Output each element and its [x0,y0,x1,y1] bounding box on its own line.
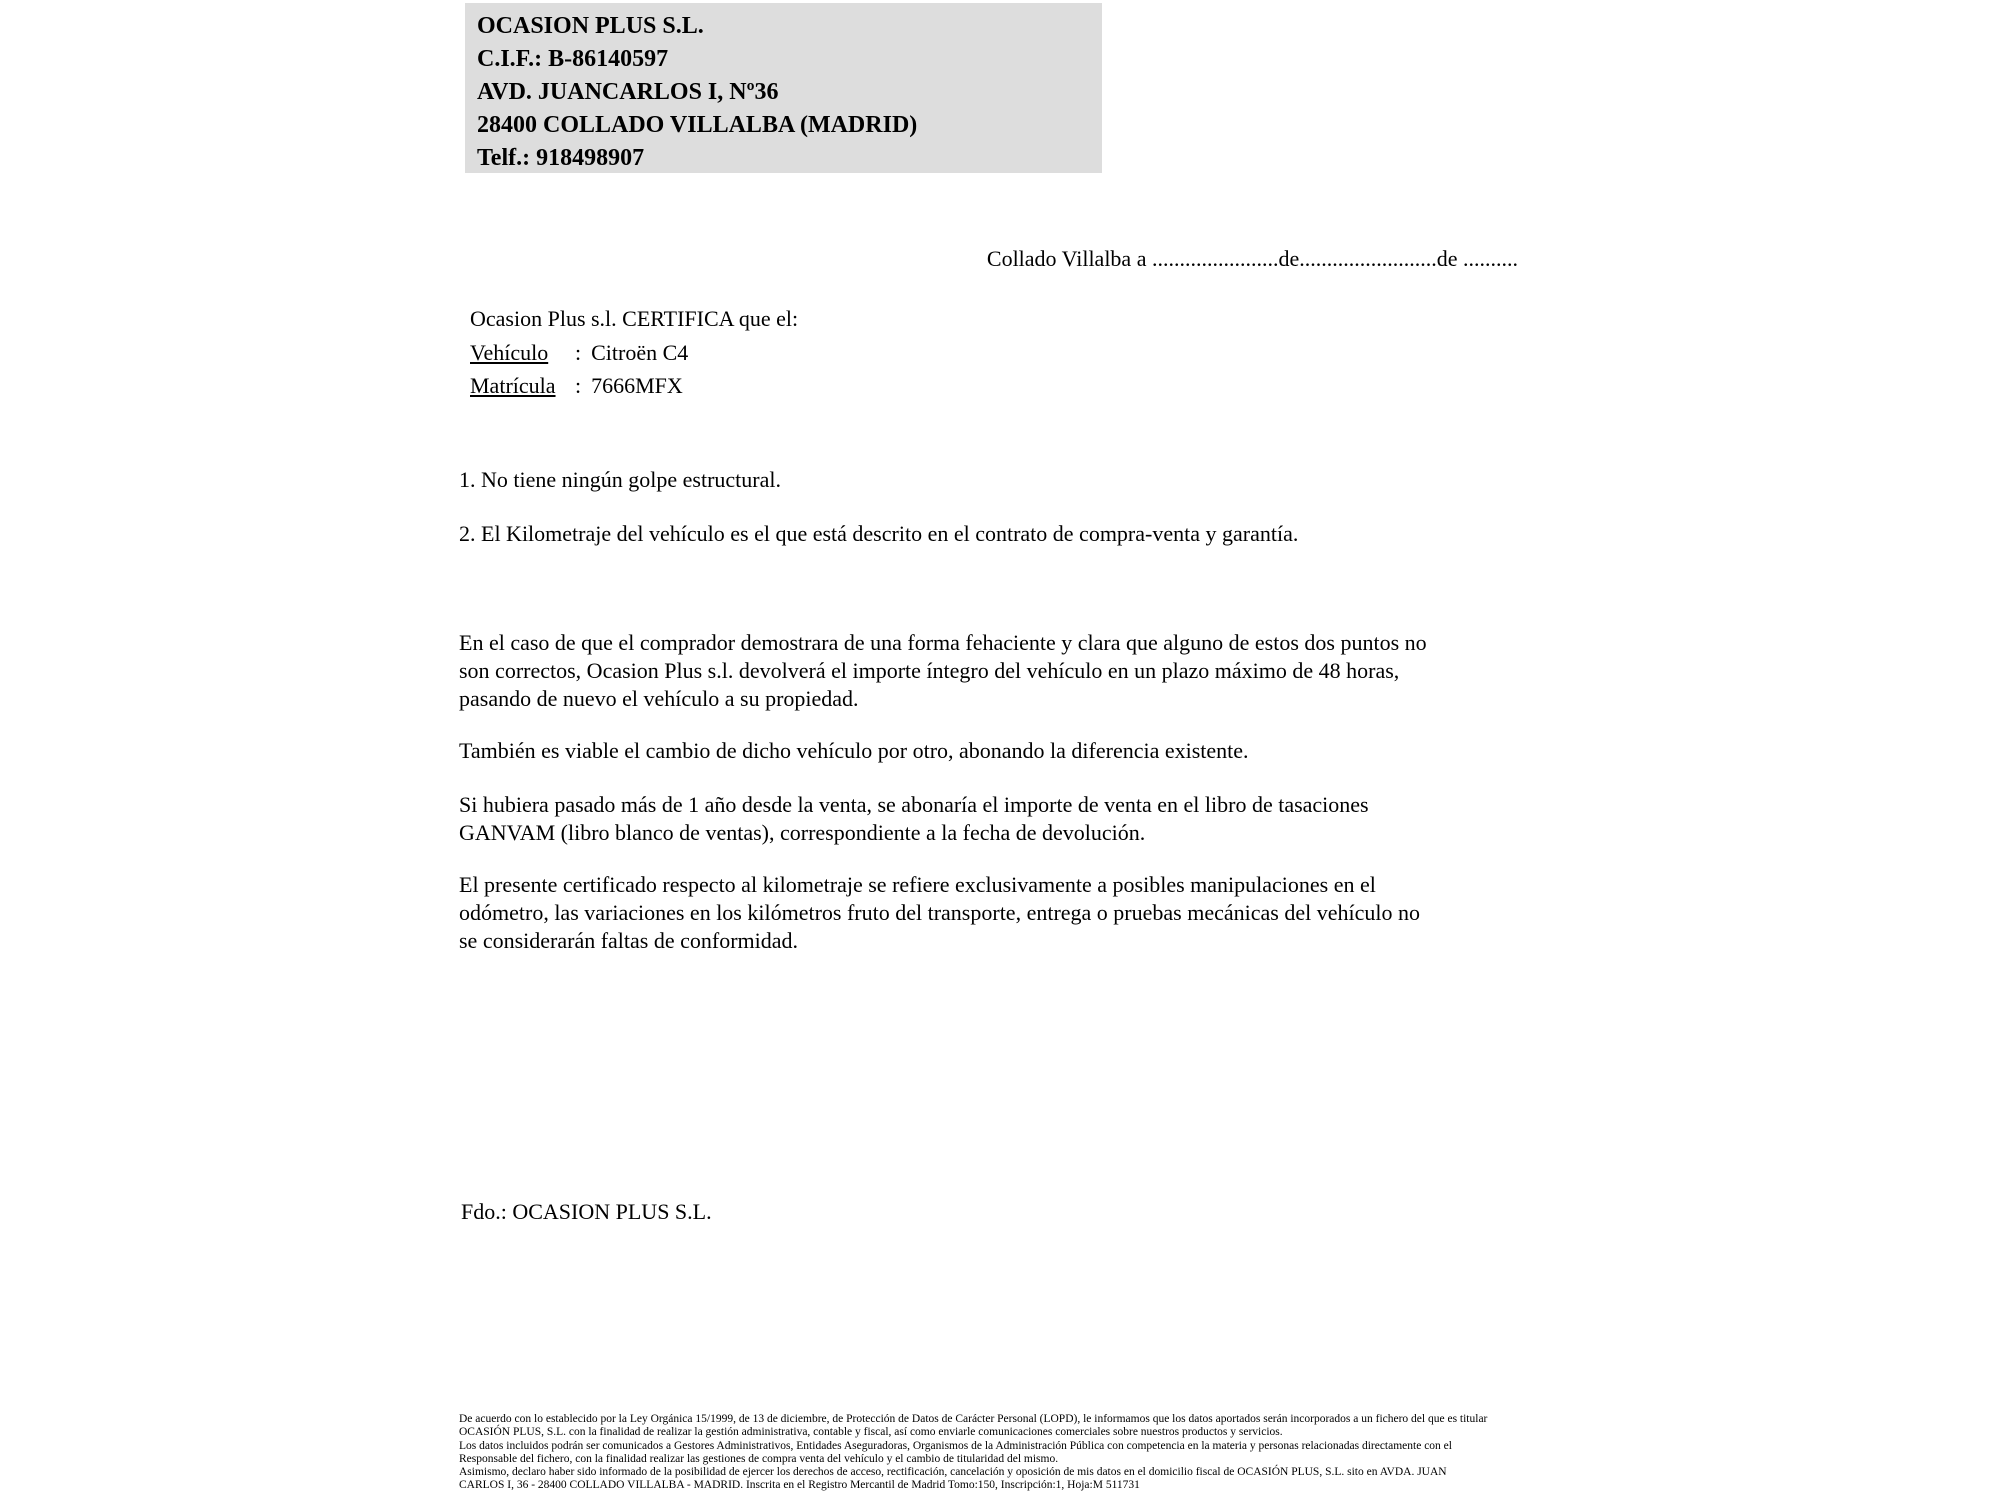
paragraph-line: son correctos, Ocasion Plus s.l. devolverá el importe íntegro del vehículo en un plazo máximo de 48 horas, [459,658,1400,683]
signature-line: Fdo.: OCASION PLUS S.L. [461,1199,712,1224]
odometer-paragraph [459,871,1420,955]
company-phone: Telf.: 918498907 [477,145,645,171]
paragraph-line: se considerarán faltas de conformidad. [459,928,799,953]
paragraph-line: Si hubiera pasado más de 1 año desde la venta, se abonaría el importe de venta en el libro de tasaciones [459,792,1369,817]
date-line: Collado Villalba a .......................de.........................de .......... [986,246,1518,271]
legal-line: Asimismo, declaro haber sido informado de la posibilidad de ejercer los derechos de acceso, rectificación, cancelación y oposición de mis datos en el domicilio fiscal de OCASIÓN PLUS, S.L. sito en AVDA. JUAN [459,1466,1447,1479]
paragraph-line: El presente certificado respecto al kilometraje se refiere exclusivamente a posibles manipulaciones en el [459,872,1376,897]
legal-line: CARLOS I, 36 - 28400 COLLADO VILLALBA - MADRID. Inscrita en el Registro Mercantil de Madrid Tomo:150, Inscripción:1, Hoja:M 511731 [459,1479,1140,1492]
legal-line: Los datos incluidos podrán ser comunicados a Gestores Administrativos, Entidades Aseguradoras, Organismos de la Administración Pública con competencia en la materia y personas relacionadas directamente con el [459,1439,1452,1452]
plate-colon: : [575,373,582,398]
plate-label: Matrícula [470,373,556,398]
vehicle-value: Citroën C4 [591,339,689,365]
plate-field-row [470,369,798,403]
paragraph-line: También es viable el cambio de dicho vehículo por otro, abonando la diferencia existente. [459,738,1249,763]
legal-line: Responsable del fichero, con la finalidad realizar las gestiones de compra venta del vehículo y el cambio de titularidad del mismo. [459,1452,1059,1465]
paragraph-line: odómetro, las variaciones en los kilómetros fruto del transporte, entrega o pruebas mecánicas del vehículo no [459,900,1420,925]
statement-2: 2. El Kilometraje del vehículo es el que está descrito en el contrato de compra-venta y garantía. [459,521,1299,546]
vehicle-field-row [470,336,798,370]
legal-footer [459,1413,1487,1493]
paragraph-line: GANVAM (libro blanco de ventas), correspondiente a la fecha de devolución. [459,820,1146,845]
company-address-line: AVD. JUANCARLOS I, Nº36 [477,79,779,105]
statement-1: 1. No tiene ningún golpe estructural. [459,467,781,492]
exchange-paragraph [459,737,1249,765]
legal-line: De acuerdo con lo establecido por la Ley Orgánica 15/1999, de 13 de diciembre, de Protección de Datos de Carácter Personal (LOPD), le informamos que los datos aportados serán incorporados a un fichero del que es titular [459,1413,1488,1425]
certification-block [470,302,798,403]
company-header-box [465,3,1102,173]
company-postal-city: 28400 COLLADO VILLALBA (MADRID) [477,112,918,138]
ganvam-paragraph [459,791,1369,847]
company-cif: C.I.F.: B-86140597 [477,46,669,72]
vehicle-label: Vehículo [470,339,549,365]
paragraph-line: pasando de nuevo el vehículo a su propiedad. [459,686,859,711]
company-name: OCASION PLUS S.L. [477,13,704,39]
refund-paragraph [459,629,1427,713]
certification-intro: Ocasion Plus s.l. CERTIFICA que el: [470,306,799,331]
paragraph-line: En el caso de que el comprador demostrara de una forma fehaciente y clara que alguno de estos dos puntos no [459,630,1427,655]
legal-line: OCASIÓN PLUS, S.L. con la finalidad de realizar la gestión administrativa, contable y fiscal, así como enviarle comunicaciones comerciales sobre nuestros productos y servicios. [459,1426,1283,1439]
vehicle-colon: : [575,339,582,365]
plate-value: 7666MFX [591,373,683,398]
